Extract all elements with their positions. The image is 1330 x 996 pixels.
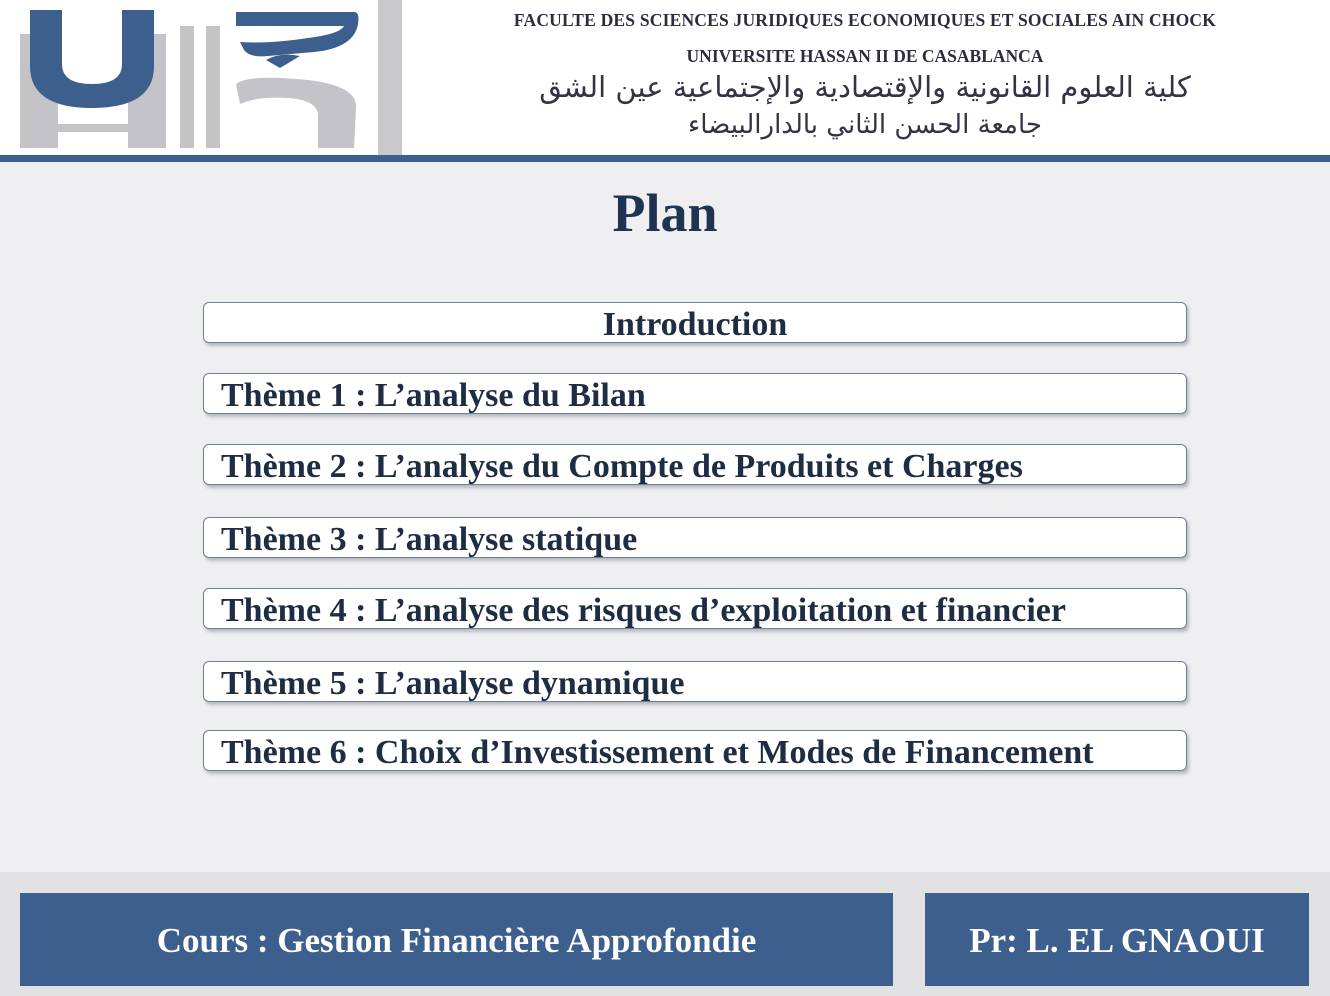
university-name-fr: UNIVERSITE HASSAN II DE CASABLANCA [686,46,1044,66]
header-divider [378,0,402,155]
plan-item-theme-3: Thème 3 : L’analyse statique [203,517,1187,558]
professor-name: Pr: L. EL GNAOUI [925,893,1309,986]
plan-item-theme-4: Thème 4 : L’analyse des risques d’exploitation et financier [203,588,1187,629]
university-name-ar: جامعة الحسن الثاني بالدارالبيضاء [688,110,1042,140]
plan-item-theme-1: Thème 1 : L’analyse du Bilan [203,373,1187,414]
slide-header [0,0,1330,155]
plan-item-theme-5: Thème 5 : L’analyse dynamique [203,661,1187,702]
course-title: Cours : Gestion Financière Approfondie [20,893,893,986]
institution-name-ar: كلية العلوم القانونية والإقتصادية والإجتماعية عين الشق [539,70,1191,104]
slide-title: Plan [612,183,718,243]
university-logo-icon [18,4,368,150]
plan-item-theme-2: Thème 2 : L’analyse du Compte de Produits et Charges [203,444,1187,485]
plan-item-introduction: Introduction [203,302,1187,343]
plan-item-theme-6: Thème 6 : Choix d’Investissement et Modes de Financement [203,730,1187,771]
institution-name-fr: FACULTE DES SCIENCES JURIDIQUES ECONOMIQUES ET SOCIALES AIN CHOCK [513,10,1217,30]
header-rule [0,155,1330,162]
